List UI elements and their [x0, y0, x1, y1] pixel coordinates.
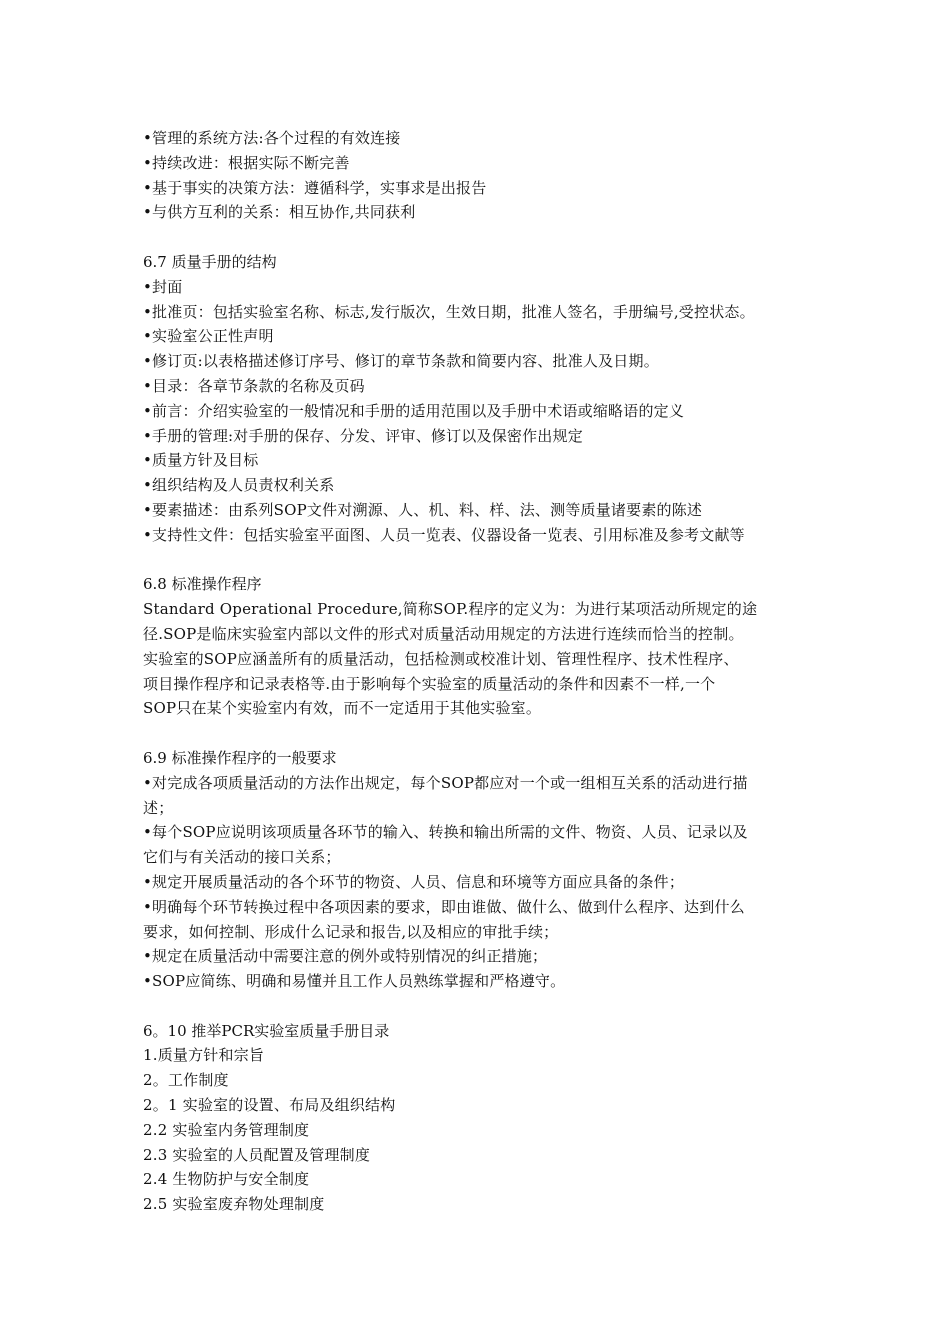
paragraph-gap: [143, 548, 833, 573]
section-6-10: [143, 1019, 833, 1217]
paragraph-line: SOP只在某个实验室内有效，而不一定适用于其他实验室。: [143, 699, 542, 718]
list-item: •规定开展质量活动的各个环节的物资、人员、信息和环境等方面应具备的条件；: [143, 872, 685, 891]
section-heading: 6。10 推举PCR实验室质量手册目录: [143, 1021, 390, 1040]
list-item: •前言：介绍实验室的一般情况和手册的适用范围以及手册中术语或缩略语的定义: [143, 401, 685, 420]
list-item: •每个SOP应说明该项质量各环节的输入、转换和输出所需的文件、物资、人员、记录以及: [143, 823, 748, 842]
document-page: [143, 126, 833, 1217]
list-item: •手册的管理:对手册的保存、分发、评审、修订以及保密作出规定: [143, 426, 583, 445]
list-item: •SOP应简练、明确和易懂并且工作人员熟练掌握和严格遵守。: [143, 972, 566, 991]
list-item: •实验室公正性声明: [143, 327, 274, 346]
principles-list: [143, 126, 833, 225]
paragraph-gap: [143, 994, 833, 1019]
paragraph-gap: [143, 721, 833, 746]
section-6-7: [143, 250, 833, 548]
list-item: •质量方针及目标: [143, 451, 259, 470]
list-item-continuation: 它们与有关活动的接口关系；: [143, 848, 341, 867]
paragraph-line: 实验室的SOP应涵盖所有的质量活动，包括检测或校准计划、管理性程序、技术性程序、: [143, 649, 739, 668]
list-item: •批准页：包括实验室名称、标志,发行版次，生效日期，批准人签名，手册编号,受控状态。: [143, 302, 755, 321]
toc-item: 2。工作制度: [143, 1071, 229, 1090]
list-item: •支持性文件：包括实验室平面图、人员一览表、仪器设备一览表、引用标准及参考文献等: [143, 525, 745, 544]
list-item: •持续改进：根据实际不断完善: [143, 153, 350, 172]
section-6-9: [143, 746, 833, 994]
list-item: •目录：各章节条款的名称及页码: [143, 376, 365, 395]
paragraph-gap: [143, 225, 833, 250]
section-heading: 6.9 标准操作程序的一般要求: [143, 748, 337, 767]
toc-item: 2.5 实验室废弃物处理制度: [143, 1195, 325, 1214]
list-item-continuation: 述；: [143, 798, 174, 817]
list-item: •对完成各项质量活动的方法作出规定，每个SOP都应对一个或一组相互关系的活动进行描: [143, 773, 748, 792]
section-heading: 6.7 质量手册的结构: [143, 252, 277, 271]
paragraph-line: Standard Operational Procedure,简称SOP.程序的定义为：为进行某项活动所规定的途: [143, 600, 758, 619]
toc-item: 2.3 实验室的人员配置及管理制度: [143, 1145, 371, 1164]
toc-item: 2.2 实验室内务管理制度: [143, 1120, 310, 1139]
list-item: •修订页:以表格描述修订序号、修订的章节条款和简要内容、批准人及日期。: [143, 352, 659, 371]
list-item: •要素描述：由系列SOP文件对溯源、人、机、料、样、法、测等质量诸要素的陈述: [143, 500, 703, 519]
list-item: •组织结构及人员责权利关系: [143, 476, 335, 495]
list-item-continuation: 要求，如何控制、形成什么记录和报告,以及相应的审批手续；: [143, 922, 559, 941]
list-item: •封面: [143, 277, 183, 296]
section-heading: 6.8 标准操作程序: [143, 575, 262, 594]
toc-item: 2.4 生物防护与安全制度: [143, 1170, 310, 1189]
list-item: •明确每个环节转换过程中各项因素的要求，即由谁做、做什么、做到什么程序、达到什么: [143, 897, 745, 916]
paragraph-line: 径.SOP是临床实验室内部以文件的形式对质量活动用规定的方法进行连续而恰当的控制。: [143, 624, 744, 643]
section-6-8: [143, 572, 833, 721]
list-item: •规定在质量活动中需要注意的例外或特别情况的纠正措施；: [143, 947, 548, 966]
toc-item: 2。1 实验室的设置、布局及组织结构: [143, 1096, 396, 1115]
paragraph-line: 项目操作程序和记录表格等.由于影响每个实验室的质量活动的条件和因素不一样,一个: [143, 674, 716, 693]
list-item: •管理的系统方法:各个过程的有效连接: [143, 129, 401, 147]
list-item: •基于事实的决策方法：遵循科学，实事求是出报告: [143, 178, 487, 197]
list-item: •与供方互利的关系：相互协作,共同获利: [143, 203, 416, 222]
toc-item: 1.质量方针和宗旨: [143, 1046, 265, 1065]
